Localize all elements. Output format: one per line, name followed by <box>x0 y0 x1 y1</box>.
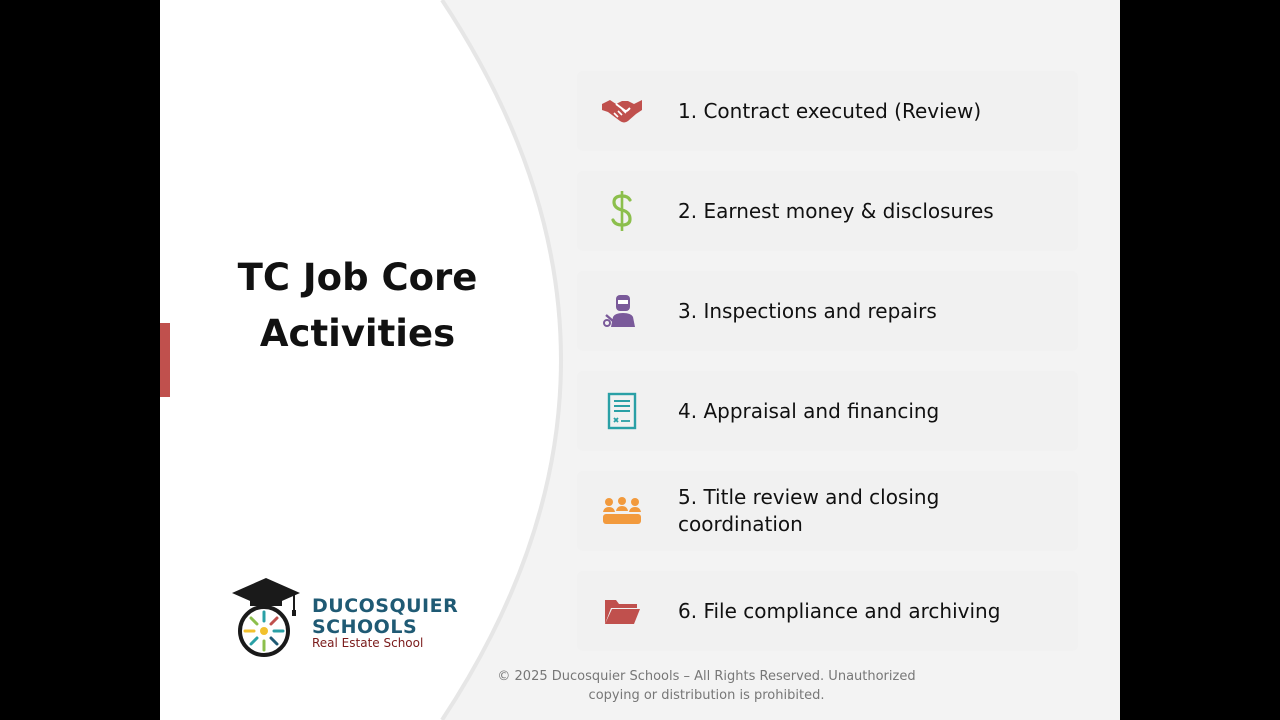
welder-icon <box>599 291 645 331</box>
footer-line-2: copying or distribution is prohibited. <box>588 688 825 703</box>
activity-label: 2. Earnest money & disclosures <box>678 198 994 223</box>
ducosquier-logo <box>228 576 458 664</box>
copyright-footer <box>460 667 953 705</box>
activity-card-file-compliance <box>577 571 1078 651</box>
activity-card-contract <box>577 71 1078 151</box>
slide <box>160 0 1120 720</box>
activity-card-inspections <box>577 271 1078 351</box>
slide-title <box>200 250 515 362</box>
accent-bar <box>160 323 170 397</box>
logo-line-2: SCHOOLS <box>312 616 418 638</box>
logo-line-1: DUCOSQUIER <box>312 595 459 617</box>
activity-label: 3. Inspections and repairs <box>678 298 937 323</box>
footer-line-1: © 2025 Ducosquier Schools – All Rights Reserved. Unauthorized <box>497 669 916 684</box>
activity-card-title-review <box>577 471 1078 551</box>
folder-icon <box>599 591 645 631</box>
title-line-2: Activities <box>259 312 456 355</box>
handshake-icon <box>599 91 645 131</box>
activity-label: 1. Contract executed (Review) <box>678 98 982 123</box>
dollar-icon <box>599 191 645 231</box>
activity-card-earnest-money <box>577 171 1078 251</box>
activity-label: 6. File compliance and archiving <box>678 598 1001 623</box>
title-line-1: TC Job Core <box>237 256 478 299</box>
activity-label: 5. Title review and closing coordination <box>678 485 940 536</box>
meeting-icon <box>599 491 645 531</box>
logo-wordmark <box>312 596 458 638</box>
logo-tagline: Real Estate School <box>312 636 424 650</box>
activity-label: 4. Appraisal and financing <box>678 398 940 423</box>
graduation-cap-wheel-icon <box>228 576 308 664</box>
activity-card-appraisal <box>577 371 1078 451</box>
document-icon <box>599 391 645 431</box>
